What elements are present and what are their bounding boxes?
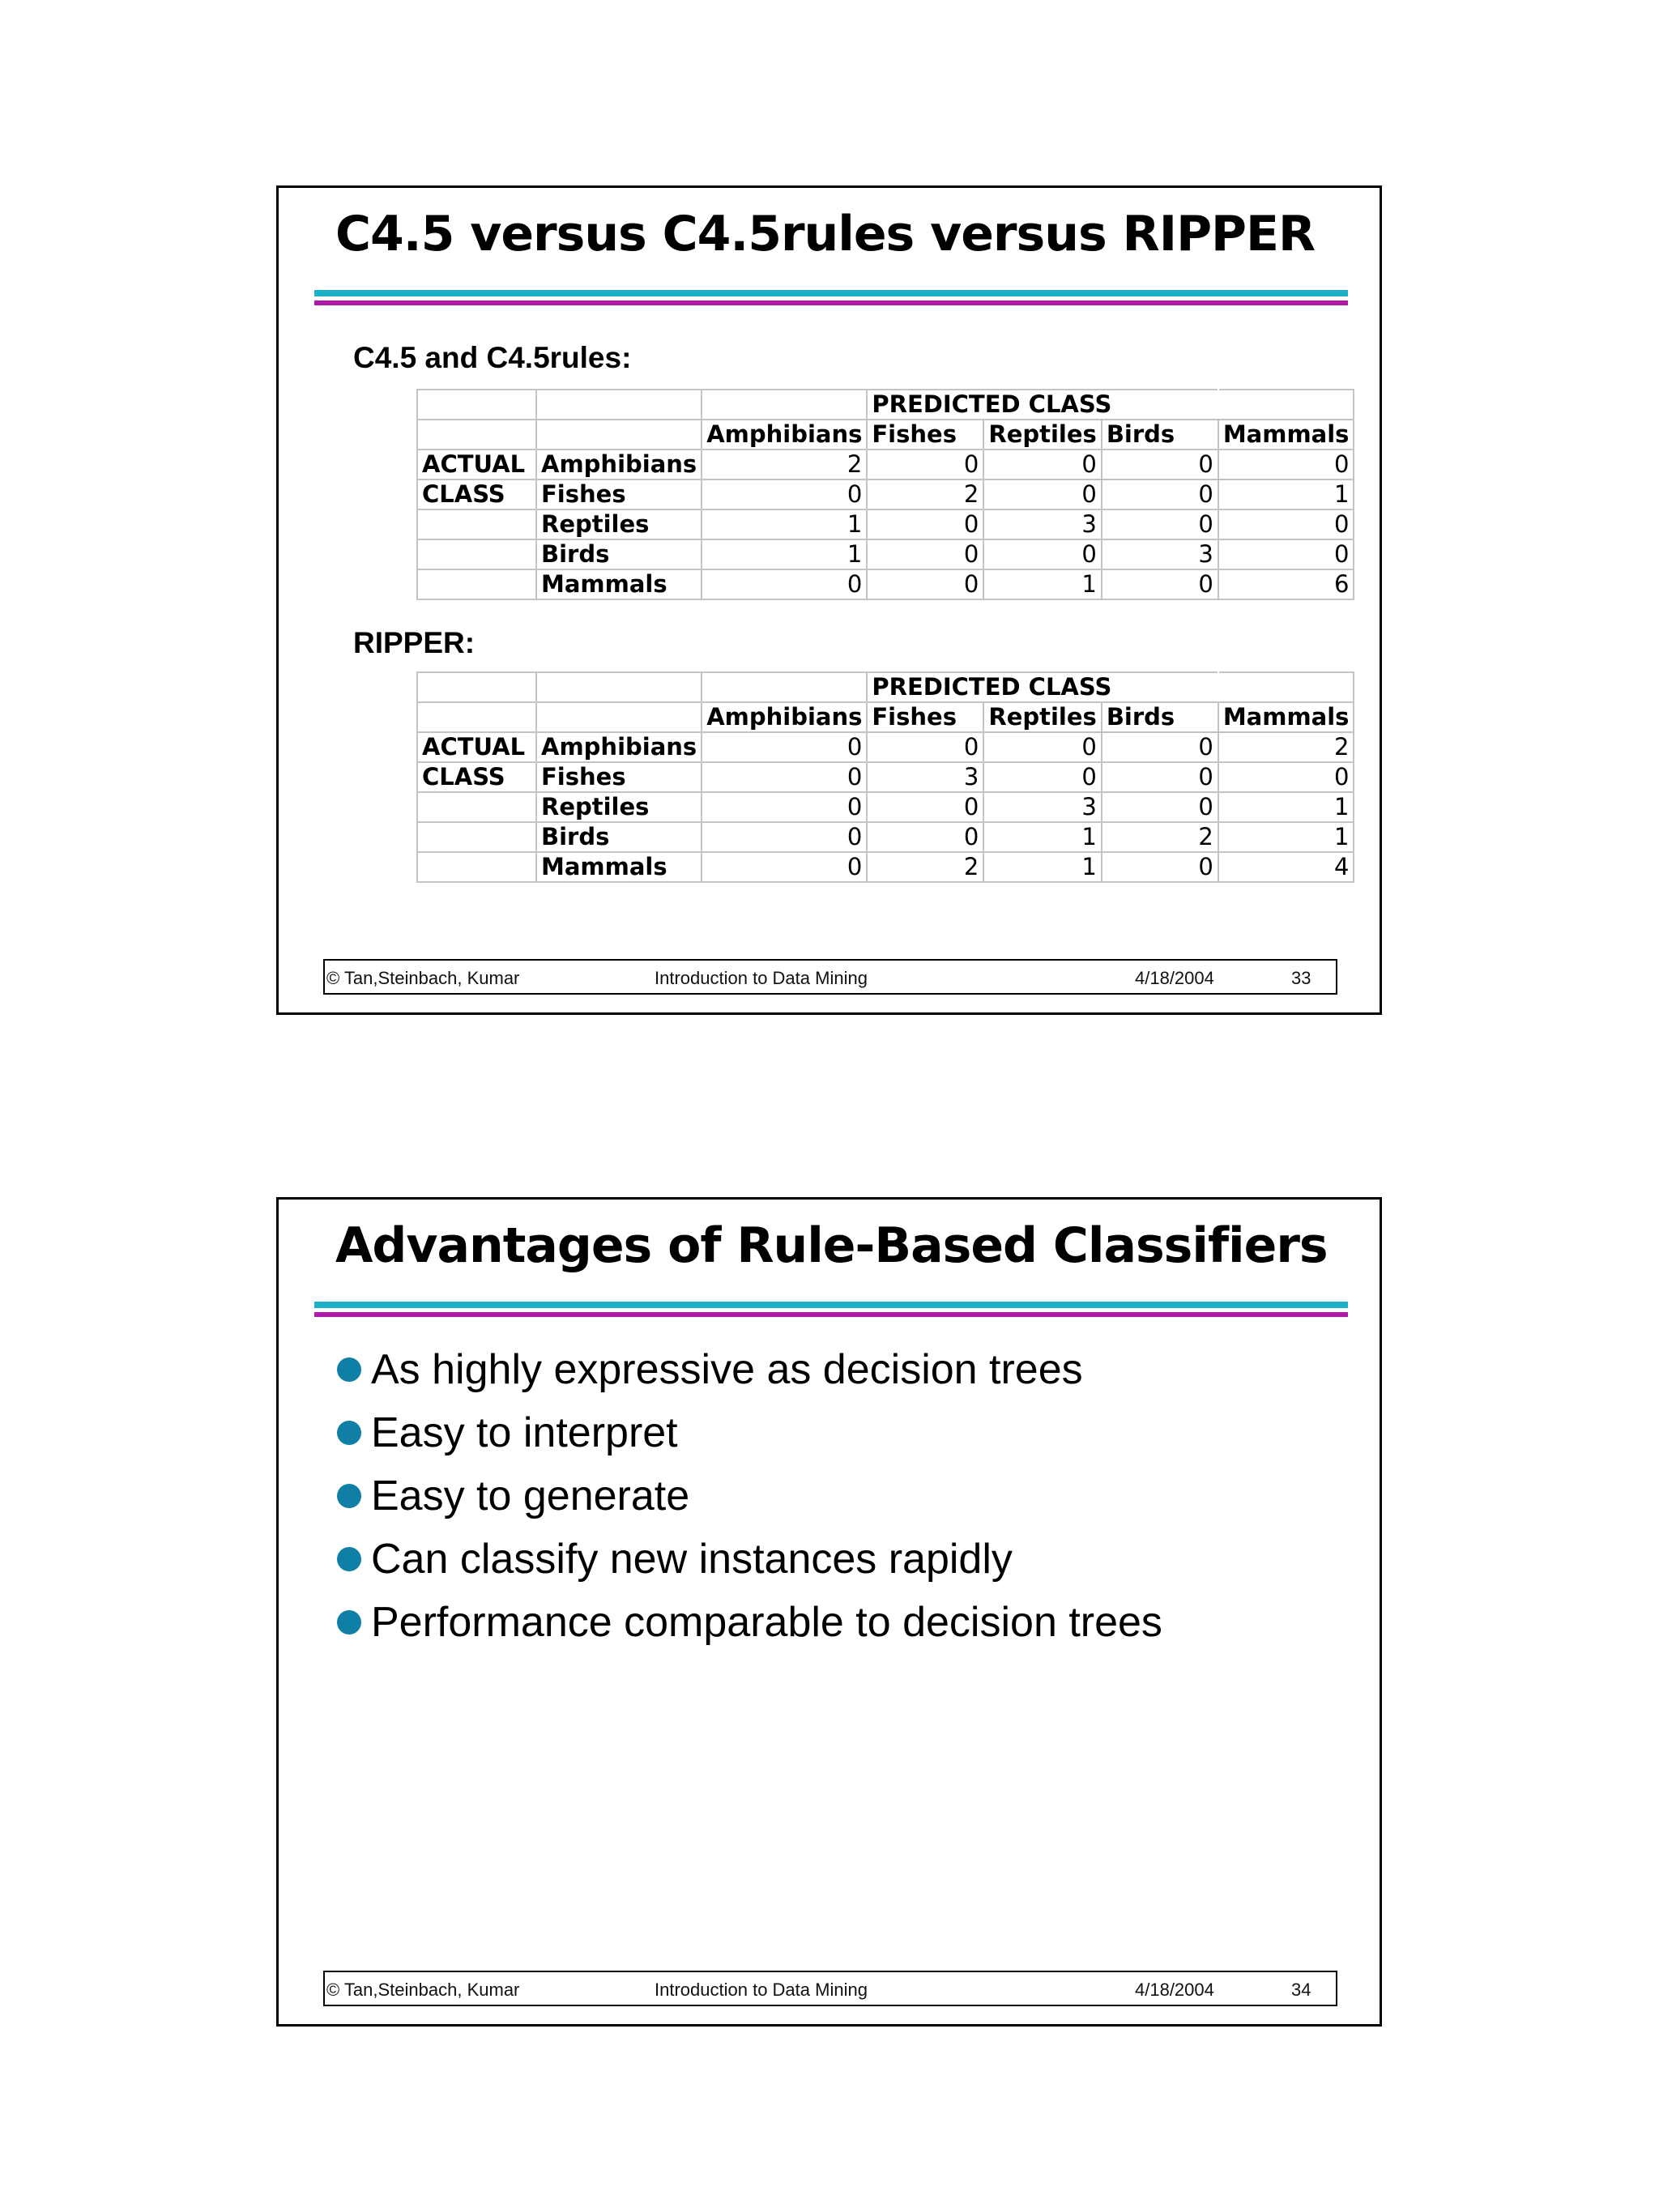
cell-value: 2 (867, 479, 983, 509)
slide-footer (323, 1971, 1337, 2006)
cell-value: 0 (1102, 762, 1218, 792)
cell-value: 0 (867, 450, 983, 479)
table-row (417, 822, 1354, 852)
cell-value: 1 (702, 539, 867, 569)
column-header: Fishes (867, 702, 983, 732)
section-label-c45: C4.5 and C4.5rules: (353, 341, 632, 374)
bullet-text: Performance comparable to decision trees (371, 1599, 1162, 1646)
slide-34 (276, 1197, 1382, 2027)
column-header: Mammals (1218, 420, 1354, 450)
slide-title: Advantages of Rule-Based Classifiers (335, 1217, 1328, 1274)
bullet-text: As highly expressive as decision trees (371, 1346, 1083, 1393)
row-label: Reptiles (536, 509, 702, 539)
row-label: Reptiles (536, 792, 702, 822)
cell-value: 0 (702, 569, 867, 599)
cell-value: 0 (1102, 792, 1218, 822)
cell-value: 0 (983, 450, 1101, 479)
cell-value: 2 (1102, 822, 1218, 852)
table-row (417, 852, 1354, 882)
footer-page-number: 34 (1291, 1980, 1311, 2000)
column-header: Mammals (1218, 702, 1354, 732)
cell-value: 0 (983, 762, 1101, 792)
table-header-row (417, 672, 1354, 702)
cell-value: 1 (1218, 792, 1354, 822)
row-group-label: CLASS (417, 762, 536, 792)
cell-value: 0 (1102, 732, 1218, 762)
column-header: Birds (1102, 702, 1218, 732)
table-row (417, 450, 1354, 479)
bullet-dot-icon (337, 1421, 361, 1445)
bullet-text: Easy to interpret (371, 1409, 678, 1456)
cell-value: 0 (1102, 509, 1218, 539)
bullet-dot-icon (337, 1484, 361, 1508)
column-header: Birds (1102, 420, 1218, 450)
list-item (337, 1528, 1162, 1591)
row-label: Mammals (536, 852, 702, 882)
row-label: Fishes (536, 479, 702, 509)
row-group-label: ACTUAL (417, 450, 536, 479)
row-label: Amphibians (536, 450, 702, 479)
footer-book-title: Introduction to Data Mining (655, 1980, 868, 2000)
row-group-label: CLASS (417, 479, 536, 509)
table-row (417, 732, 1354, 762)
title-rule-magenta (314, 1312, 1348, 1317)
cell-value: 0 (983, 732, 1101, 762)
title-rule-magenta (314, 300, 1348, 305)
row-label: Birds (536, 822, 702, 852)
cell-value: 0 (867, 732, 983, 762)
cell-value: 3 (983, 509, 1101, 539)
column-header: Reptiles (983, 702, 1101, 732)
table-row (417, 539, 1354, 569)
row-group-label: ACTUAL (417, 732, 536, 762)
cell-value: 2 (702, 450, 867, 479)
confusion-table-ripper (416, 671, 1354, 883)
title-rule-cyan (314, 290, 1348, 296)
table-row (417, 509, 1354, 539)
cell-value: 0 (1218, 509, 1354, 539)
column-header: Fishes (867, 420, 983, 450)
table-row (417, 569, 1354, 599)
cell-value: 1 (1218, 822, 1354, 852)
cell-value: 0 (702, 479, 867, 509)
cell-value: 0 (702, 762, 867, 792)
cell-value: 0 (702, 732, 867, 762)
cell-value: 4 (1218, 852, 1354, 882)
cell-value: 3 (983, 792, 1101, 822)
column-header: Amphibians (702, 420, 867, 450)
predicted-class-header: PREDICTED CLASS (867, 390, 1218, 420)
cell-value: 0 (983, 539, 1101, 569)
cell-value: 1 (983, 569, 1101, 599)
table-column-header-row (417, 420, 1354, 450)
cell-value: 1 (983, 852, 1101, 882)
cell-value: 0 (1218, 762, 1354, 792)
list-item (337, 1401, 1162, 1464)
slide-footer (323, 959, 1337, 995)
cell-value: 0 (983, 479, 1101, 509)
bullet-list (337, 1338, 1162, 1654)
cell-value: 0 (1218, 450, 1354, 479)
footer-date: 4/18/2004 (1135, 968, 1214, 988)
cell-value: 3 (867, 762, 983, 792)
cell-value: 0 (702, 822, 867, 852)
cell-value: 0 (1218, 539, 1354, 569)
cell-value: 2 (867, 852, 983, 882)
table-row (417, 762, 1354, 792)
predicted-class-header: PREDICTED CLASS (867, 672, 1218, 702)
footer-page-number: 33 (1291, 968, 1311, 988)
title-rule-cyan (314, 1302, 1348, 1308)
cell-value: 0 (867, 822, 983, 852)
cell-value: 1 (1218, 479, 1354, 509)
cell-value: 6 (1218, 569, 1354, 599)
cell-value: 0 (1102, 569, 1218, 599)
slide-title: C4.5 versus C4.5rules versus RIPPER (335, 206, 1316, 262)
cell-value: 0 (1102, 852, 1218, 882)
cell-value: 3 (1102, 539, 1218, 569)
section-label-ripper: RIPPER: (353, 626, 476, 659)
cell-value: 0 (867, 569, 983, 599)
bullet-dot-icon (337, 1357, 361, 1382)
confusion-table-c45 (416, 389, 1354, 600)
table-header-row (417, 390, 1354, 420)
list-item (337, 1464, 1162, 1528)
cell-value: 0 (867, 792, 983, 822)
bullet-text: Easy to generate (371, 1473, 690, 1519)
row-label: Mammals (536, 569, 702, 599)
cell-value: 0 (867, 539, 983, 569)
list-item (337, 1338, 1162, 1401)
row-label: Amphibians (536, 732, 702, 762)
cell-value: 0 (867, 509, 983, 539)
bullet-dot-icon (337, 1610, 361, 1634)
table-column-header-row (417, 702, 1354, 732)
cell-value: 0 (1102, 450, 1218, 479)
list-item (337, 1591, 1162, 1654)
footer-copyright: © Tan,Steinbach, Kumar (326, 1980, 520, 2000)
cell-value: 0 (702, 852, 867, 882)
cell-value: 0 (702, 792, 867, 822)
column-header: Amphibians (702, 702, 867, 732)
cell-value: 0 (1102, 479, 1218, 509)
row-label: Fishes (536, 762, 702, 792)
footer-copyright: © Tan,Steinbach, Kumar (326, 968, 520, 988)
slide-33 (276, 185, 1382, 1015)
table-row (417, 792, 1354, 822)
bullet-dot-icon (337, 1547, 361, 1571)
table-row (417, 479, 1354, 509)
cell-value: 2 (1218, 732, 1354, 762)
column-header: Reptiles (983, 420, 1101, 450)
cell-value: 1 (702, 509, 867, 539)
footer-book-title: Introduction to Data Mining (655, 968, 868, 988)
bullet-text: Can classify new instances rapidly (371, 1536, 1013, 1583)
row-label: Birds (536, 539, 702, 569)
footer-date: 4/18/2004 (1135, 1980, 1214, 2000)
cell-value: 1 (983, 822, 1101, 852)
